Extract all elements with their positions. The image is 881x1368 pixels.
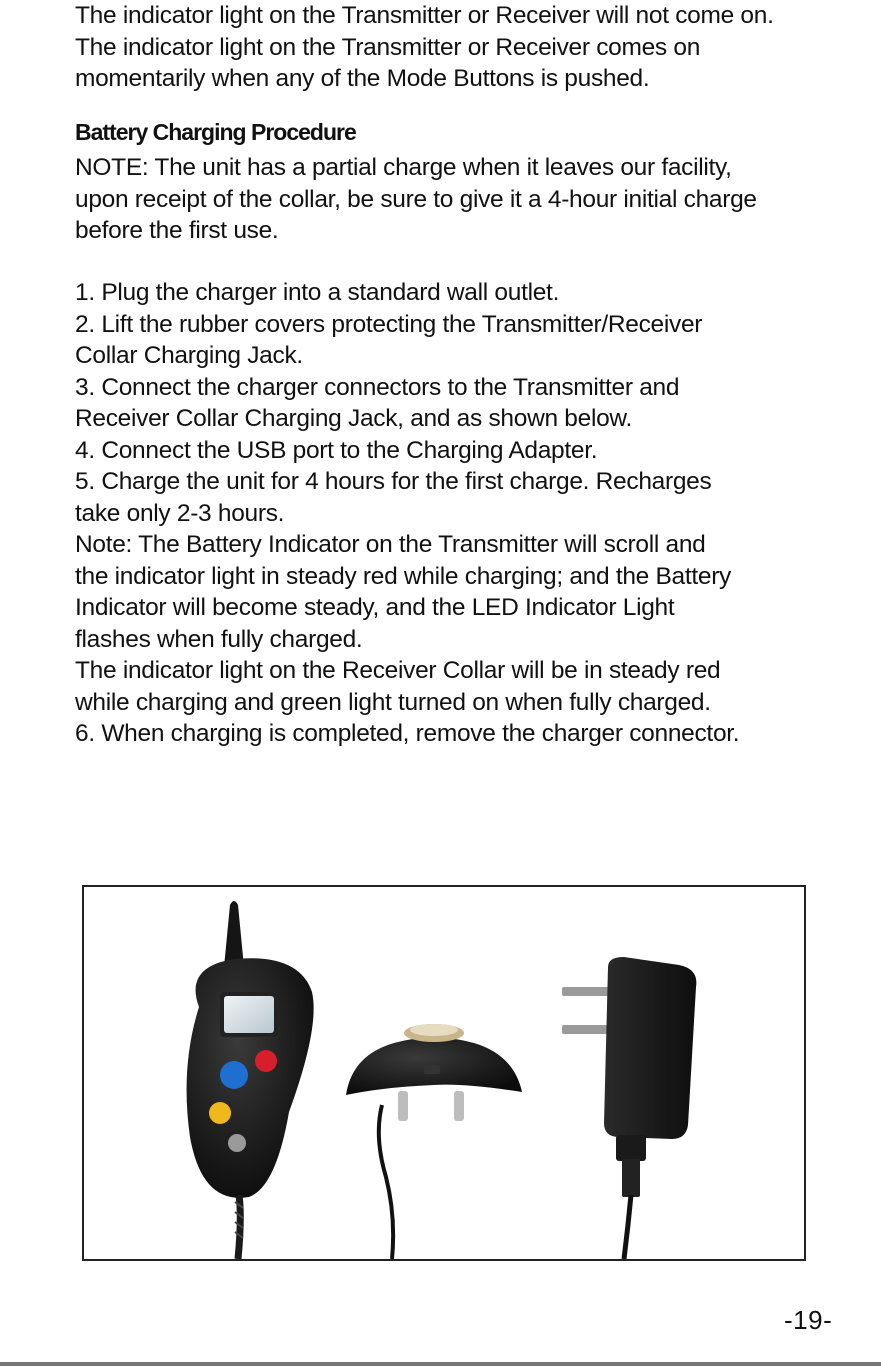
- intro-line: The indicator light on the Transmitter or Receiver will not come on.: [75, 2, 774, 29]
- step-line: 6. When charging is completed, remove the charger connector.: [75, 720, 740, 747]
- step-line: Note: The Battery Indicator on the Transmitter will scroll and: [75, 531, 706, 558]
- step-line: take only 2-3 hours.: [75, 499, 285, 527]
- lcd-screen: [224, 996, 274, 1033]
- note-line: upon receipt of the collar, be sure to give it a 4-hour initial charge: [75, 185, 757, 213]
- step-line: Indicator will become steady, and the LED Indicator Light: [75, 594, 675, 621]
- section-heading: Battery Charging Procedure: [75, 119, 356, 145]
- gray-button: [228, 1134, 246, 1152]
- step-line: 3. Connect the charger connectors to the Transmitter and: [75, 373, 680, 401]
- note-line: before the first use.: [75, 217, 279, 244]
- receiver-collar: [346, 1024, 522, 1259]
- step-line: 2. Lift the rubber covers protecting the Transmitter/Receiver: [75, 310, 703, 338]
- collar-probe-icon: [398, 1091, 408, 1121]
- step-line: while charging and green light turned on when fully charged.: [75, 688, 711, 716]
- step-line: The indicator light on the Receiver Collar will be in steady red: [75, 657, 721, 684]
- blue-button: [220, 1061, 248, 1089]
- yellow-button: [209, 1102, 231, 1124]
- steps-list: [75, 277, 739, 750]
- charging-adapter: [562, 957, 696, 1259]
- step-line: flashes when fully charged.: [75, 625, 363, 653]
- plug-prong-icon: [562, 1025, 610, 1034]
- intro-line: The indicator light on the Transmitter or Receiver comes on: [75, 33, 701, 61]
- step-line: 5. Charge the unit for 4 hours for the first charge. Recharges: [75, 468, 712, 495]
- step-line: Collar Charging Jack.: [75, 342, 303, 369]
- intro-line: momentarily when any of the Mode Buttons is pushed.: [75, 65, 650, 92]
- plug-prong-icon: [562, 987, 610, 996]
- red-button: [255, 1050, 277, 1072]
- step-line: 4. Connect the USB port to the Charging Adapter.: [75, 436, 598, 464]
- step-line: the indicator light in steady red while charging; and the Battery: [75, 562, 732, 590]
- antenna-icon: [224, 901, 244, 967]
- charging-figure: [82, 885, 806, 1261]
- step-line: 1. Plug the charger into a standard wall outlet.: [75, 279, 560, 306]
- note-line: NOTE: The unit has a partial charge when it leaves our facility,: [75, 154, 732, 181]
- page-number: -19-: [784, 1305, 833, 1335]
- note-paragraph: [75, 152, 757, 247]
- collar-probe-icon: [454, 1091, 464, 1121]
- step-line: Receiver Collar Charging Jack, and as shown below.: [75, 405, 632, 432]
- footer-divider: [0, 1362, 881, 1366]
- intro-paragraph: [75, 0, 774, 95]
- charging-kit-illustration: [84, 887, 804, 1259]
- transmitter-remote: [187, 901, 314, 1259]
